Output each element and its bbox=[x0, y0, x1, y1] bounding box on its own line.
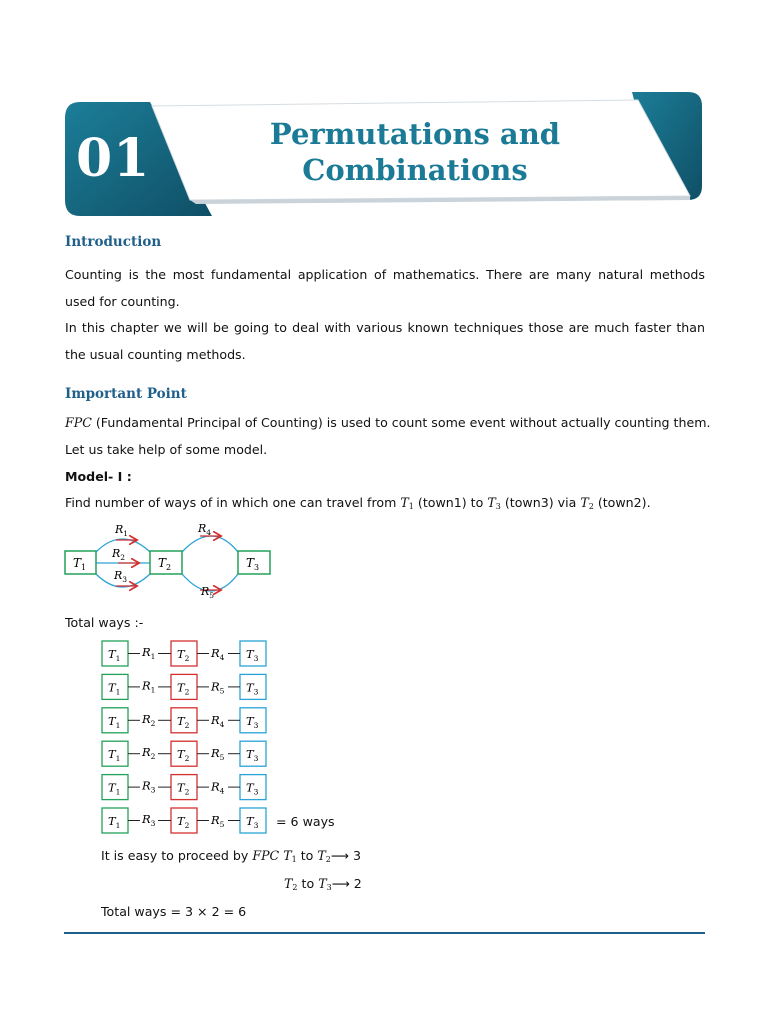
introduction-paragraph-1: Counting is the most fundamental application of mathematics. There are many natural methods used for counting. bbox=[65, 267, 705, 309]
route-label-second: $R_4$ bbox=[211, 712, 225, 729]
route-label-first: $R_2$ bbox=[142, 711, 156, 728]
town3-label: $T_3$ bbox=[246, 747, 259, 764]
route-r2-label: $R_2$ bbox=[112, 547, 126, 562]
route-r4-label: $R_4$ bbox=[198, 522, 212, 537]
question-town1-symbol: $T_1$ bbox=[400, 495, 414, 511]
route-label-second: $R_4$ bbox=[211, 646, 225, 662]
town1-label: $T_1$ bbox=[108, 780, 121, 797]
chapter-banner bbox=[0, 0, 768, 230]
town3-label: $T_3$ bbox=[246, 713, 259, 730]
town3-label: $T_3$ bbox=[246, 680, 259, 697]
route-r4-arc bbox=[182, 536, 238, 552]
footer-rule bbox=[64, 932, 705, 934]
question-prefix: Find number of ways of in which one can travel from bbox=[65, 495, 397, 510]
chapter-title-line2: Combinations bbox=[302, 153, 528, 187]
total-ways-label: Total ways :- bbox=[65, 615, 144, 630]
route-diagram bbox=[60, 516, 280, 606]
question-town3-text: (town3) via bbox=[504, 495, 577, 510]
town2-label: $T_2$ bbox=[177, 680, 190, 697]
town1-label: $T_1$ bbox=[108, 814, 121, 830]
town1-label: $T_1$ bbox=[108, 713, 121, 730]
banner-graphic bbox=[0, 0, 768, 230]
route-label-second: $R_4$ bbox=[211, 779, 225, 796]
town1-label: $T_1$ bbox=[108, 680, 121, 697]
important-point-heading: Important Point bbox=[65, 386, 187, 402]
route-label-first: $R_1$ bbox=[142, 678, 156, 695]
route-label-first: $R_3$ bbox=[142, 812, 156, 828]
town1-label: $T_1$ bbox=[108, 647, 121, 663]
route-label-second: $R_5$ bbox=[211, 679, 225, 696]
model-question bbox=[65, 494, 705, 516]
town2-label: $T_2$ bbox=[177, 780, 190, 797]
route-label-first: $R_1$ bbox=[142, 645, 156, 661]
question-town2-text: (town2). bbox=[597, 495, 651, 510]
town1-label: $T_1$ bbox=[73, 556, 87, 572]
route-r5-arc bbox=[182, 574, 238, 591]
town1-label: $T_1$ bbox=[108, 747, 121, 764]
question-town1-text: (town1) to bbox=[417, 495, 484, 510]
town3-label: $T_3$ bbox=[246, 647, 259, 663]
town3-label: $T_3$ bbox=[246, 814, 259, 830]
chapter-title bbox=[230, 116, 600, 188]
fpc-line-2: $T_2$ to $T_3⟶$ 2 bbox=[284, 876, 362, 892]
introduction-heading: Introduction bbox=[65, 234, 162, 250]
town2-label: $T_2$ bbox=[177, 747, 190, 764]
question-town3-symbol: $T_3$ bbox=[487, 495, 501, 511]
fpc-line-1-prefix: It is easy to proceed by bbox=[101, 848, 249, 863]
fpc-line-2-value: 2 bbox=[353, 876, 362, 891]
town2-label: $T_2$ bbox=[177, 713, 190, 730]
fpc-definition-text: (Fundamental Principal of Counting) is used to count some event without actually counting them. bbox=[95, 415, 711, 430]
fpc-line-1-fpc: FPC bbox=[252, 848, 280, 863]
route-r3-label: $R_3$ bbox=[114, 569, 128, 584]
total-ways-result: = 6 ways bbox=[276, 814, 335, 829]
chapter-number: 01 bbox=[76, 128, 151, 189]
fpc-abbreviation: FPC bbox=[65, 415, 92, 430]
route-label-first: $R_2$ bbox=[142, 745, 156, 762]
fpc-definition bbox=[65, 414, 711, 432]
route-r1-label: $R_1$ bbox=[115, 523, 129, 538]
question-town2-symbol: $T_2$ bbox=[580, 495, 594, 511]
total-ways-diagram bbox=[98, 636, 358, 838]
town2-label: $T_2$ bbox=[158, 556, 172, 572]
model-title: Model- I : bbox=[65, 469, 132, 484]
fpc-line-1-value: 3 bbox=[352, 848, 361, 863]
route-label-second: $R_5$ bbox=[211, 746, 225, 763]
fpc-line-2-to: to bbox=[301, 876, 315, 891]
fpc-line-1: It is easy to proceed by FPC $T_1$ to $T_2⟶$ 3 bbox=[101, 848, 361, 864]
model-help-text: Let us take help of some model. bbox=[65, 442, 268, 457]
route-label-second: $R_5$ bbox=[211, 813, 225, 829]
fpc-line-1-to: to bbox=[300, 848, 314, 863]
town3-label: $T_3$ bbox=[246, 556, 260, 572]
route-r5-label: $R_5$ bbox=[201, 585, 215, 600]
chapter-title-line1: Permutations and bbox=[269, 117, 561, 151]
route-r1-arc bbox=[96, 539, 150, 552]
fpc-line-3: Total ways = 3 × 2 = 6 bbox=[101, 904, 247, 919]
introduction-paragraph-2: In this chapter we will be going to deal with various known techniques those are much faster than the usual counting methods. bbox=[65, 320, 705, 362]
town3-label: $T_3$ bbox=[246, 780, 259, 797]
route-label-first: $R_3$ bbox=[142, 778, 156, 795]
town2-label: $T_2$ bbox=[177, 647, 190, 663]
town2-label: $T_2$ bbox=[177, 814, 190, 830]
